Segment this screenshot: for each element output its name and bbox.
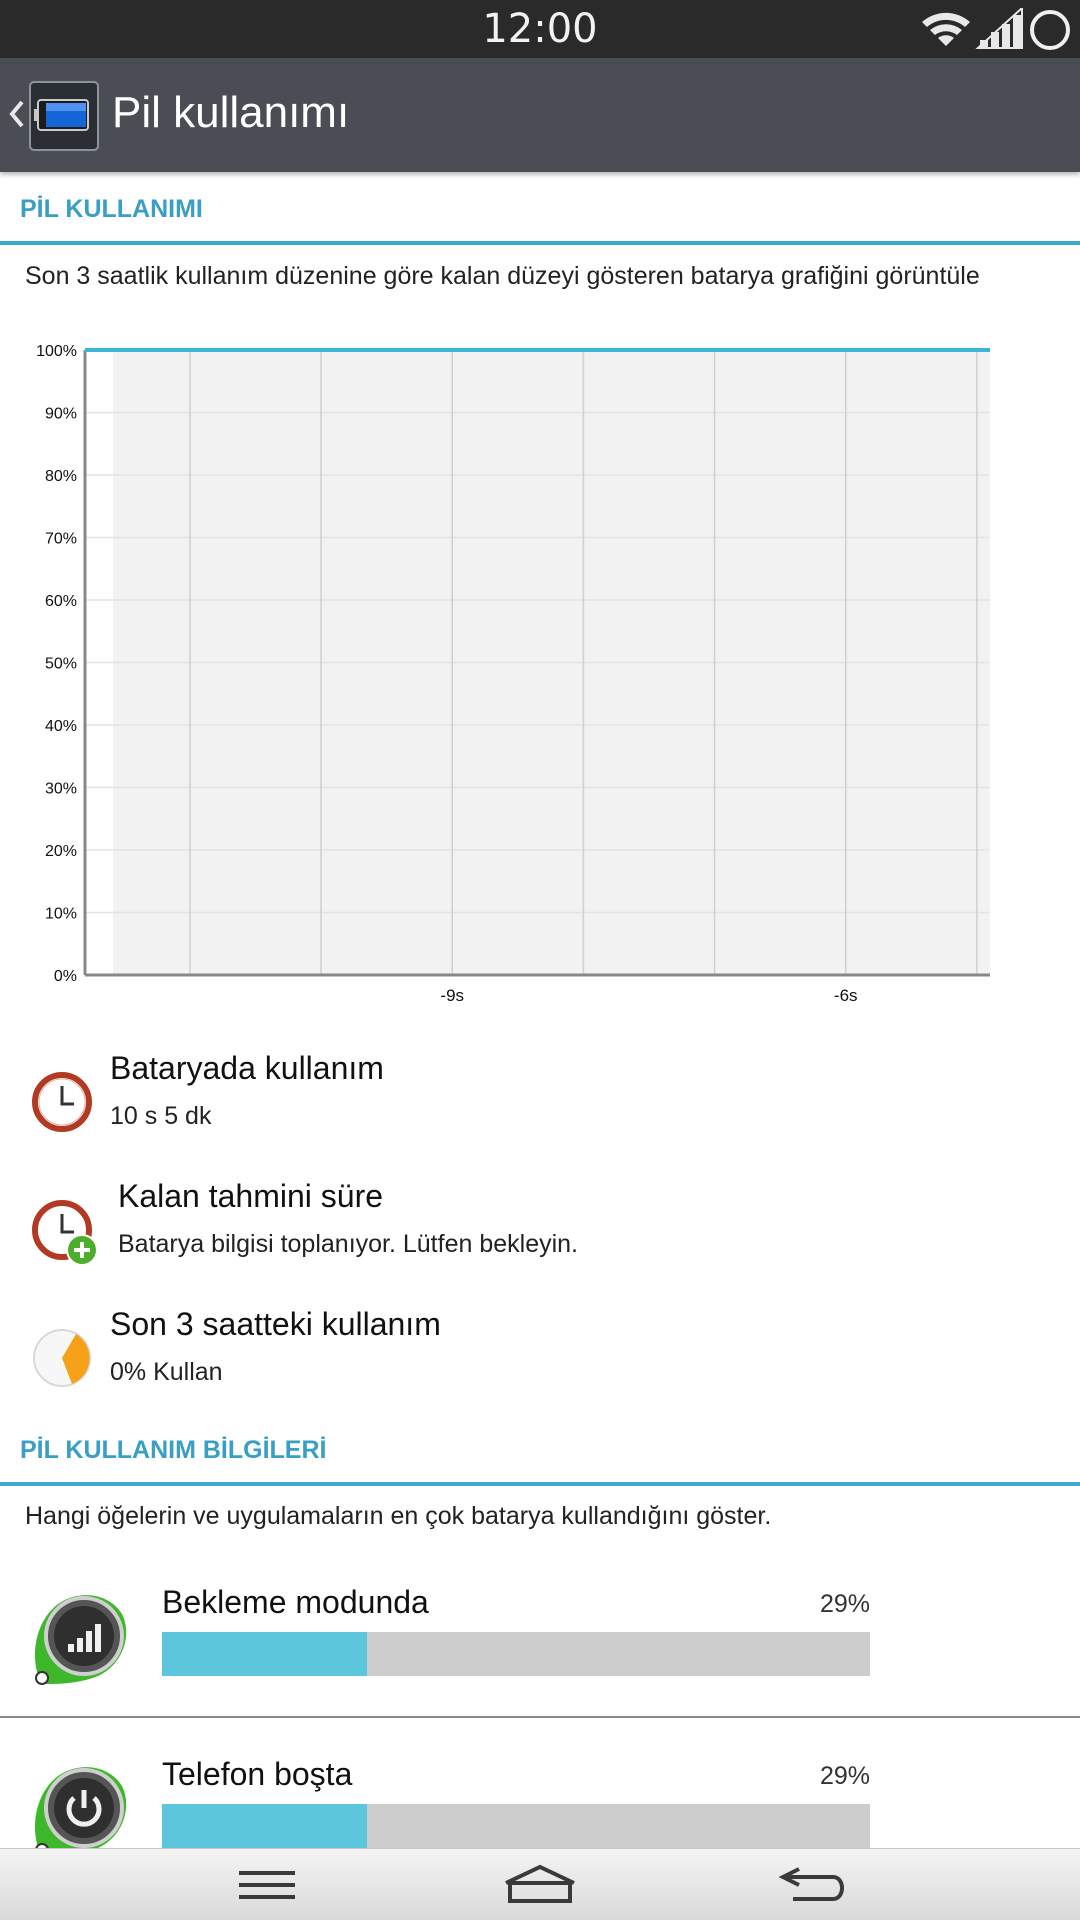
usage-progress-fill [162, 1632, 367, 1676]
wifi-icon [922, 13, 970, 46]
back-icon[interactable] [753, 1857, 873, 1913]
chart-y-tick-label: 40% [44, 718, 77, 735]
usage-info-description[interactable]: Hangi öğelerin ve uygulamaların en çok batarya kullandığını göster. [25, 1502, 772, 1530]
battery-app-icon[interactable] [28, 80, 100, 152]
action-bar [0, 58, 1080, 172]
home-icon[interactable] [480, 1857, 600, 1913]
usage-item-percent: 29% [819, 1762, 870, 1790]
signal-icon [978, 8, 1022, 48]
chart-y-tick-label: 50% [44, 655, 77, 673]
chart-y-tick-label: 80% [44, 468, 77, 485]
pie-chart-icon [30, 1326, 94, 1390]
section-header-battery-usage [0, 177, 1080, 245]
chart-y-tick-label: 100% [36, 343, 77, 360]
chart-y-tick-label: 0% [53, 968, 77, 985]
info-subtitle: 0% Kullan [110, 1358, 223, 1386]
chart-y-tick-label: 70% [44, 530, 77, 548]
status-bar [0, 0, 1080, 58]
chart-x-tick-label: -6s [833, 986, 858, 1005]
chart-y-tick-label: 20% [44, 843, 77, 860]
info-title: Kalan tahmini süre [118, 1178, 384, 1214]
usage-progress-bar [162, 1632, 870, 1676]
info-subtitle: Batarya bilgisi toplanıyor. Lütfen bekleyin. [118, 1230, 578, 1258]
clock-plus-icon [30, 1198, 102, 1270]
info-row-remaining-time [0, 1178, 1080, 1288]
battery-circle-icon [1032, 12, 1068, 48]
chart-y-tick-label: 60% [44, 593, 77, 610]
navigation-bar [0, 1848, 1080, 1920]
section-header-label: PİL KULLANIMI [20, 195, 203, 223]
battery-level-chart [0, 330, 1080, 1010]
info-title: Son 3 saatteki kullanım [110, 1306, 441, 1342]
usage-progress-bar [162, 1804, 870, 1848]
info-row-battery-usage-time [0, 1050, 1080, 1160]
clock-icon [30, 1070, 94, 1134]
back-chevron-icon[interactable] [6, 96, 26, 132]
usage-item-percent: 29% [819, 1590, 870, 1618]
chart-y-tick-label: 30% [44, 780, 77, 798]
info-subtitle: 10 s 5 dk [110, 1102, 212, 1130]
page-title: Pil kullanımı [112, 88, 350, 137]
battery-graph-description[interactable]: Son 3 saatlik kullanım düzenine göre kalan düzeyi gösteren batarya grafiğini görüntüle [25, 262, 980, 290]
usage-item-label: Bekleme modunda [162, 1584, 429, 1620]
chart-y-tick-label: 90% [44, 405, 77, 423]
usage-progress-fill [162, 1804, 367, 1848]
info-row-last-3-hours [0, 1306, 1080, 1416]
signal-bars-icon [28, 1584, 134, 1694]
status-icons [920, 8, 1070, 52]
info-title: Bataryada kullanım [110, 1050, 384, 1086]
section-header-label: PİL KULLANIM BİLGİLERİ [20, 1436, 327, 1464]
section-header-battery-usage-info [0, 1418, 1080, 1486]
usage-item-label: Telefon boşta [162, 1756, 353, 1792]
row-divider [0, 1716, 1080, 1718]
menu-icon[interactable] [207, 1857, 327, 1913]
chart-x-tick-label: -9s [440, 986, 465, 1005]
status-time: 12:00 [482, 6, 598, 52]
usage-item-standby[interactable] [0, 1574, 1080, 1734]
chart-y-tick-label: 10% [44, 905, 77, 923]
